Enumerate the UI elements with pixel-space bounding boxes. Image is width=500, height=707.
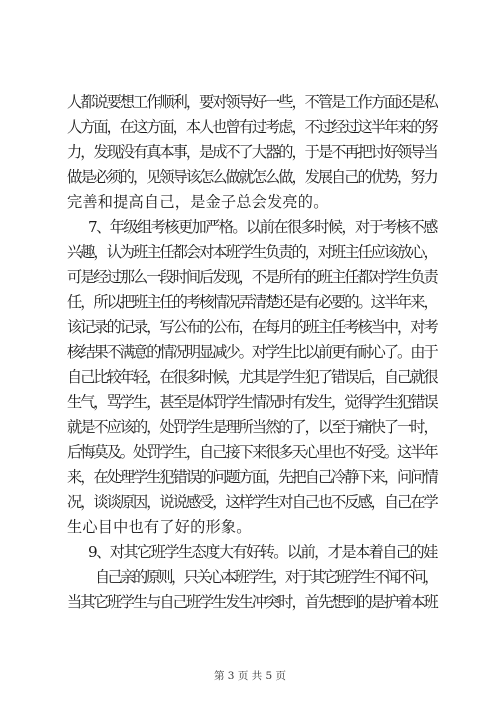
text-line: 任，所以把班主任的考核情况弄清楚还是有必要的。这半年来， [67,293,437,311]
text-line: 兴趣，认为班主任都会对本班学生负责的，对班主任应该放心， [67,243,437,261]
text-line: 核结果不满意的情况明显减少。对学生比以前更有耐心了。由于 [67,343,437,361]
text-line: 人方面，在这方面，本人也曾有过考虑，不过经过这半年来的努 [67,118,437,136]
text-line: 当其它班学生与自己班学生发生冲突时，首先想到的是护着本班 [67,593,437,611]
text-line: 自己比较年轻，在很多时候，尤其是学生犯了错误后，自己就很 [67,368,437,386]
text-line: 该记录的记录，写公布的公布，在每月的班主任考核当中，对考 [67,318,437,336]
text-line: 人都说要想工作顺利，要对领导好一些，不管是工作方面还是私 [67,93,437,111]
page-number-footer: 第 3 页 共 5 页 [213,670,287,682]
text-line: 来，在处理学生犯错误的问题方面，先把自己冷静下来，问问情 [67,468,437,486]
paragraph-start-line: 7、年级组考核更加严格。以前在很多时候，对于考核不感 [88,218,437,236]
text-line: 生气，骂学生，甚至是体罚学生情况时有发生，觉得学生犯错误 [67,393,437,411]
text-line: 就是不应该的，处罚学生是理所当然的了，以至于痛快了一时， [67,418,437,436]
text-line: 完善和提高自己，是金子总会发亮的。 [67,193,329,211]
paragraph-start-line: 9、对其它班学生态度大有好转。以前，才是本着自己的娃 [88,543,437,561]
text-line: 力，发现没有真本事，是成不了大器的，于是不再把讨好领导当 [67,143,437,161]
text-line: 生心目中也有了好的形象。 [67,518,252,536]
text-line: 况，谈谈原因，说说感受，这样学生对自己也不反感，自己在学 [67,493,437,511]
text-line: 可是经过那么一段时间后发现，不是所有的班主任都对学生负责 [67,268,437,286]
text-line: 后悔莫及。处罚学生，自己接下来很多天心里也不好受。这半年 [67,443,437,461]
text-line: 做是必须的，见领导该怎么做就怎么做，发展自己的优势，努力 [67,168,437,186]
text-line: 自己亲的原则，只关心本班学生，对于其它班学生不闻不问， [95,568,437,586]
